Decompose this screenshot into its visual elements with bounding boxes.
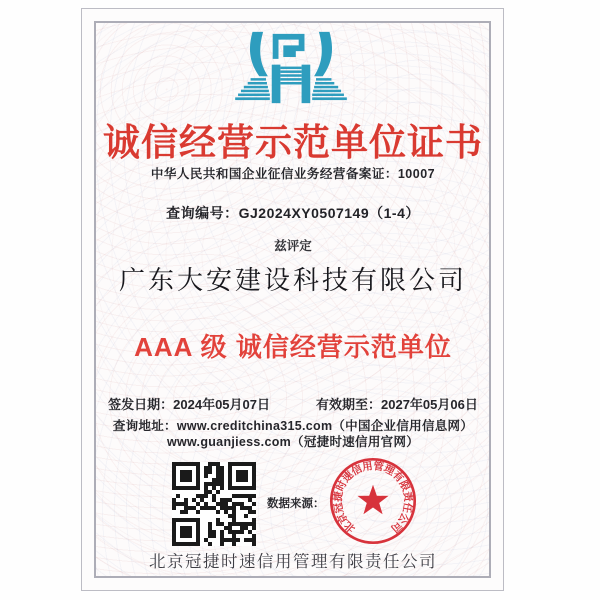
- query-number-value: GJ2024XY0507149（1-4）: [238, 205, 420, 221]
- svg-text:有: 有: [389, 469, 406, 485]
- query-address-label: 查询地址：: [112, 419, 177, 433]
- query-address-block: [82, 419, 504, 450]
- svg-text:速: 速: [340, 469, 357, 485]
- registration-subtitle: 中华人民共和国企业征信业务经营备案证：10007: [150, 167, 436, 181]
- valid-until-value: 2027年05月06日: [381, 397, 478, 412]
- svg-text:限: 限: [396, 479, 411, 494]
- query-number-label: 查询编号：: [166, 205, 239, 221]
- svg-text:用: 用: [361, 461, 374, 474]
- svg-text:信: 信: [350, 463, 365, 479]
- certificate-title: 诚信经营示范单位证书: [103, 122, 483, 163]
- gh-emblem-logo-icon: [233, 30, 349, 107]
- qr-code-icon: [172, 462, 256, 546]
- awarded-company-name: 广东大安建设科技有限公司: [118, 266, 467, 295]
- issue-date-label: 签发日期：: [108, 397, 174, 412]
- svg-text:责: 责: [400, 490, 413, 503]
- svg-text:时: 时: [335, 479, 350, 494]
- svg-text:捷: 捷: [333, 490, 346, 503]
- issue-date: [108, 394, 270, 413]
- issuer-red-seal: [327, 455, 419, 547]
- data-source-label: 数据来源：: [267, 498, 325, 510]
- query-address-url1: www.creditchina315.com（中国企业信用信息网）: [176, 419, 474, 433]
- svg-text:管: 管: [372, 461, 385, 474]
- svg-text:任: 任: [400, 501, 413, 514]
- query-address-line2: www.guanjiess.com（冠捷时速信用官网）: [166, 434, 420, 449]
- issuer-company-name: 北京冠捷时速信用管理有限责任公司: [149, 553, 437, 571]
- svg-text:司: 司: [388, 518, 404, 534]
- valid-until: [316, 394, 478, 413]
- valid-until-label: 有效期至：: [316, 397, 382, 412]
- award-grade-title: AAA 级 诚信经营示范单位: [134, 332, 452, 362]
- svg-text:冠: 冠: [333, 501, 346, 514]
- dates-row: [82, 394, 504, 413]
- red-star-icon: [357, 485, 388, 515]
- hereby-evaluated-label: 兹评定: [274, 239, 312, 253]
- query-number-line: [82, 203, 504, 223]
- svg-text:公: 公: [395, 510, 411, 526]
- svg-text:京: 京: [335, 510, 351, 526]
- svg-text:理: 理: [381, 463, 396, 479]
- issue-date-value: 2024年05月07日: [173, 397, 270, 412]
- svg-text:北: 北: [342, 518, 358, 534]
- query-address-line1: [82, 419, 504, 435]
